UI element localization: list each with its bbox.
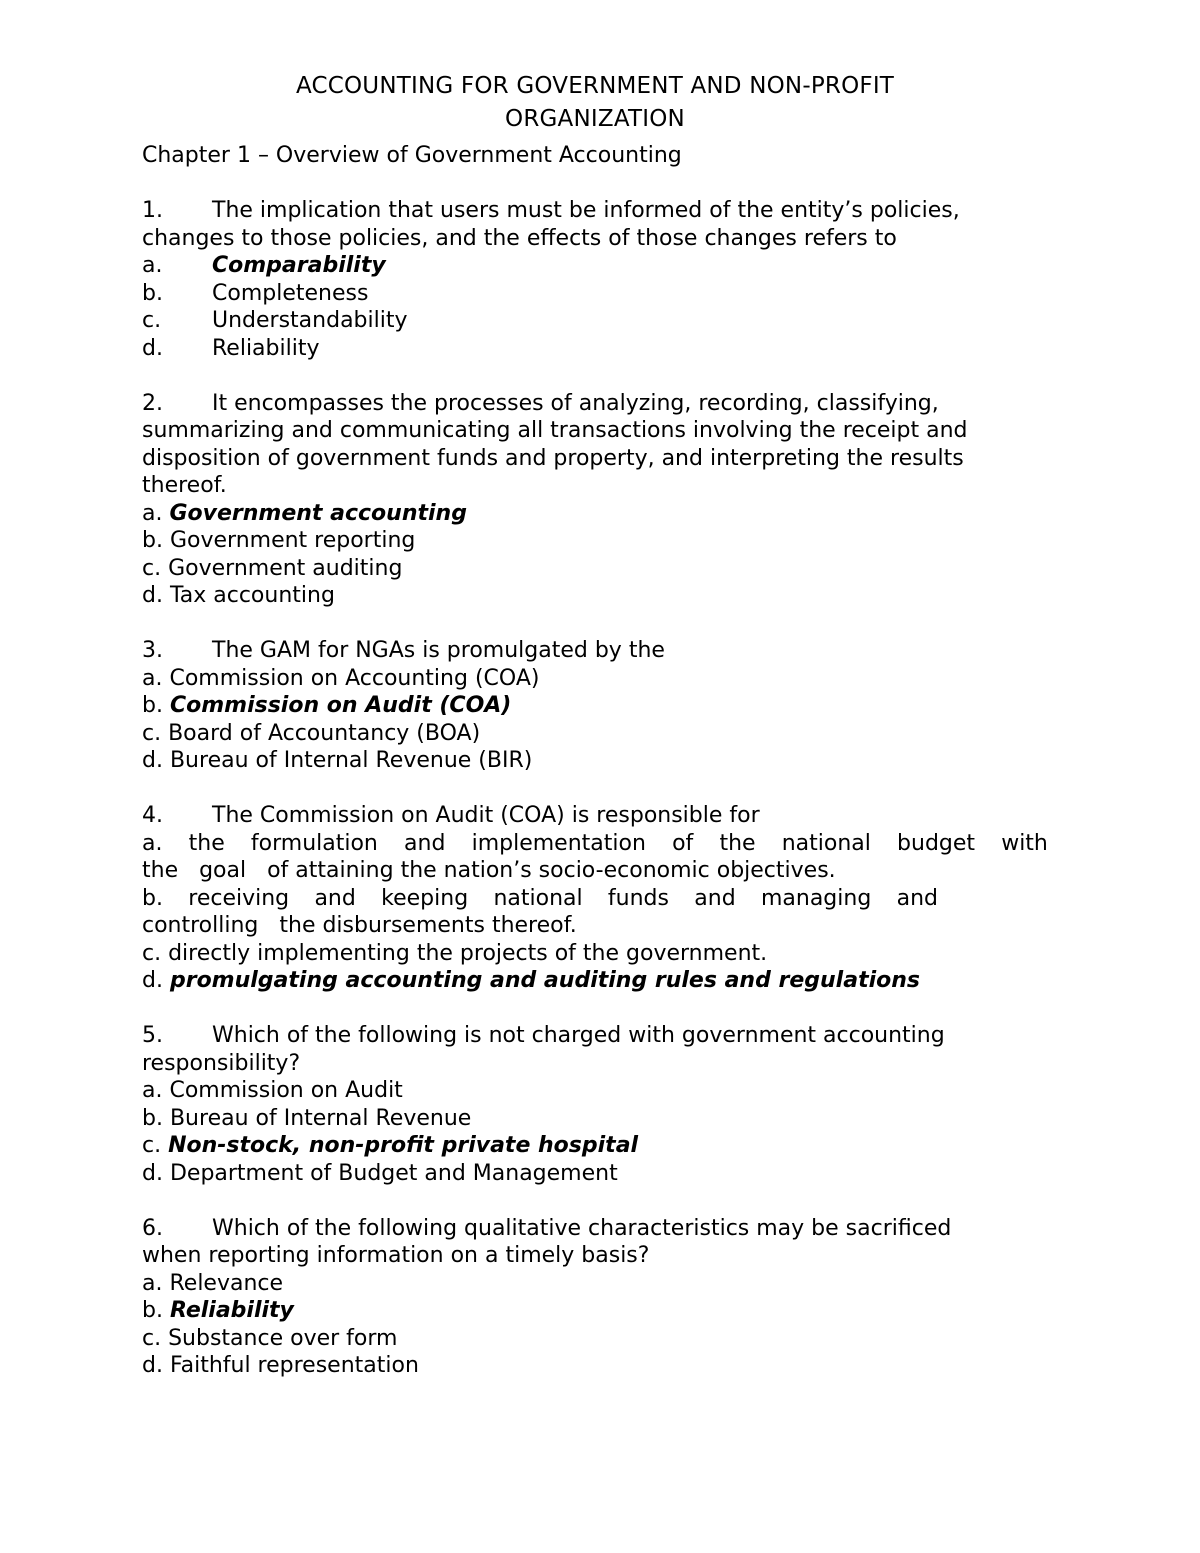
option-b: b. receiving and keeping national funds and managing and bbox=[142, 885, 938, 911]
correct-answer: promulgating accounting and auditing rules and regulations bbox=[169, 968, 920, 993]
correct-answer: Reliability bbox=[169, 1298, 294, 1323]
option-a-continued: the goal of attaining the nation’s socio-economic objectives. bbox=[142, 858, 836, 883]
option-d: d. Tax accounting bbox=[142, 583, 335, 608]
question-text: 1. The implication that users must be informed of the entity’s policies, bbox=[142, 198, 960, 223]
option-c: c. Understandability bbox=[142, 308, 408, 333]
question-text: responsibility? bbox=[142, 1050, 301, 1076]
question-text: changes to those policies, and the effects of those changes refers to bbox=[142, 225, 897, 251]
option-d: d. promulgating accounting and auditing rules and regulations bbox=[142, 968, 920, 993]
question-number: 1. bbox=[142, 198, 163, 223]
question-text: 4. The Commission on Audit (COA) is responsible for bbox=[142, 803, 760, 828]
question-text: disposition of government funds and property, and interpreting the results bbox=[142, 445, 964, 471]
question-4 bbox=[142, 802, 1048, 995]
option-b-continued: controlling the disbursements thereof. bbox=[142, 913, 577, 938]
question-text: 5. Which of the following is not charged with government accounting bbox=[142, 1023, 945, 1048]
question-text: 6. Which of the following qualitative characteristics may be sacrificed bbox=[142, 1215, 952, 1241]
correct-answer: Comparability bbox=[212, 253, 386, 278]
question-5 bbox=[142, 1022, 1048, 1187]
option-d: d. Bureau of Internal Revenue (BIR) bbox=[142, 748, 533, 773]
question-1 bbox=[142, 197, 1048, 362]
question-text: summarizing and communicating all transactions involving the receipt and bbox=[142, 418, 968, 443]
option-a: a. Comparability bbox=[142, 253, 386, 278]
option-a: a. Commission on Audit bbox=[142, 1078, 403, 1103]
question-6 bbox=[142, 1215, 1048, 1380]
option-a: a. Relevance bbox=[142, 1270, 284, 1296]
title-line: ACCOUNTING FOR GOVERNMENT AND NON-PROFIT bbox=[295, 73, 895, 99]
option-c: c. Substance over form bbox=[142, 1325, 398, 1351]
question-number: 6. bbox=[142, 1215, 163, 1241]
option-a: a. the formulation and implementation of the national budget with bbox=[142, 830, 1048, 856]
option-d: d. Department of Budget and Management bbox=[142, 1160, 618, 1186]
question-number: 2. bbox=[142, 390, 163, 416]
option-d: d. Reliability bbox=[142, 335, 320, 361]
option-b: b. Reliability bbox=[142, 1298, 294, 1323]
correct-answer: Government accounting bbox=[169, 500, 467, 526]
correct-answer: Commission on Audit (COA) bbox=[169, 693, 512, 718]
chapter-heading: Chapter 1 – Overview of Government Accounting bbox=[142, 143, 682, 168]
option-a: a. Commission on Accounting (COA) bbox=[142, 665, 540, 691]
question-text: 2. It encompasses the processes of analyzing, recording, classifying, bbox=[142, 390, 939, 416]
option-b: b. Commission on Audit (COA) bbox=[142, 693, 512, 718]
question-number: 4. bbox=[142, 803, 163, 828]
option-c: c. Non-stock, non-profit private hospital bbox=[142, 1133, 639, 1158]
question-2 bbox=[142, 390, 1048, 610]
question-text: when reporting information on a timely basis? bbox=[142, 1243, 650, 1268]
question-number: 3. bbox=[142, 638, 163, 663]
question-number: 5. bbox=[142, 1023, 163, 1048]
title-line: ORGANIZATION bbox=[505, 106, 685, 132]
option-d: d. Faithful representation bbox=[142, 1353, 419, 1378]
question-3 bbox=[142, 637, 1048, 775]
option-b: b. Government reporting bbox=[142, 528, 416, 553]
document-title bbox=[142, 70, 1048, 136]
option-c: c. Government auditing bbox=[142, 555, 403, 581]
option-b: b. Bureau of Internal Revenue bbox=[142, 1105, 472, 1131]
question-text: thereof. bbox=[142, 473, 227, 498]
question-text: 3. The GAM for NGAs is promulgated by the bbox=[142, 638, 665, 663]
option-c: c. Board of Accountancy (BOA) bbox=[142, 720, 481, 746]
option-c: c. directly implementing the projects of the government. bbox=[142, 940, 768, 966]
option-a: a. Government accounting bbox=[142, 500, 467, 526]
option-b: b. Completeness bbox=[142, 280, 369, 306]
correct-answer: Non-stock, non-profit private hospital bbox=[168, 1133, 639, 1158]
document-body bbox=[142, 70, 1048, 1380]
